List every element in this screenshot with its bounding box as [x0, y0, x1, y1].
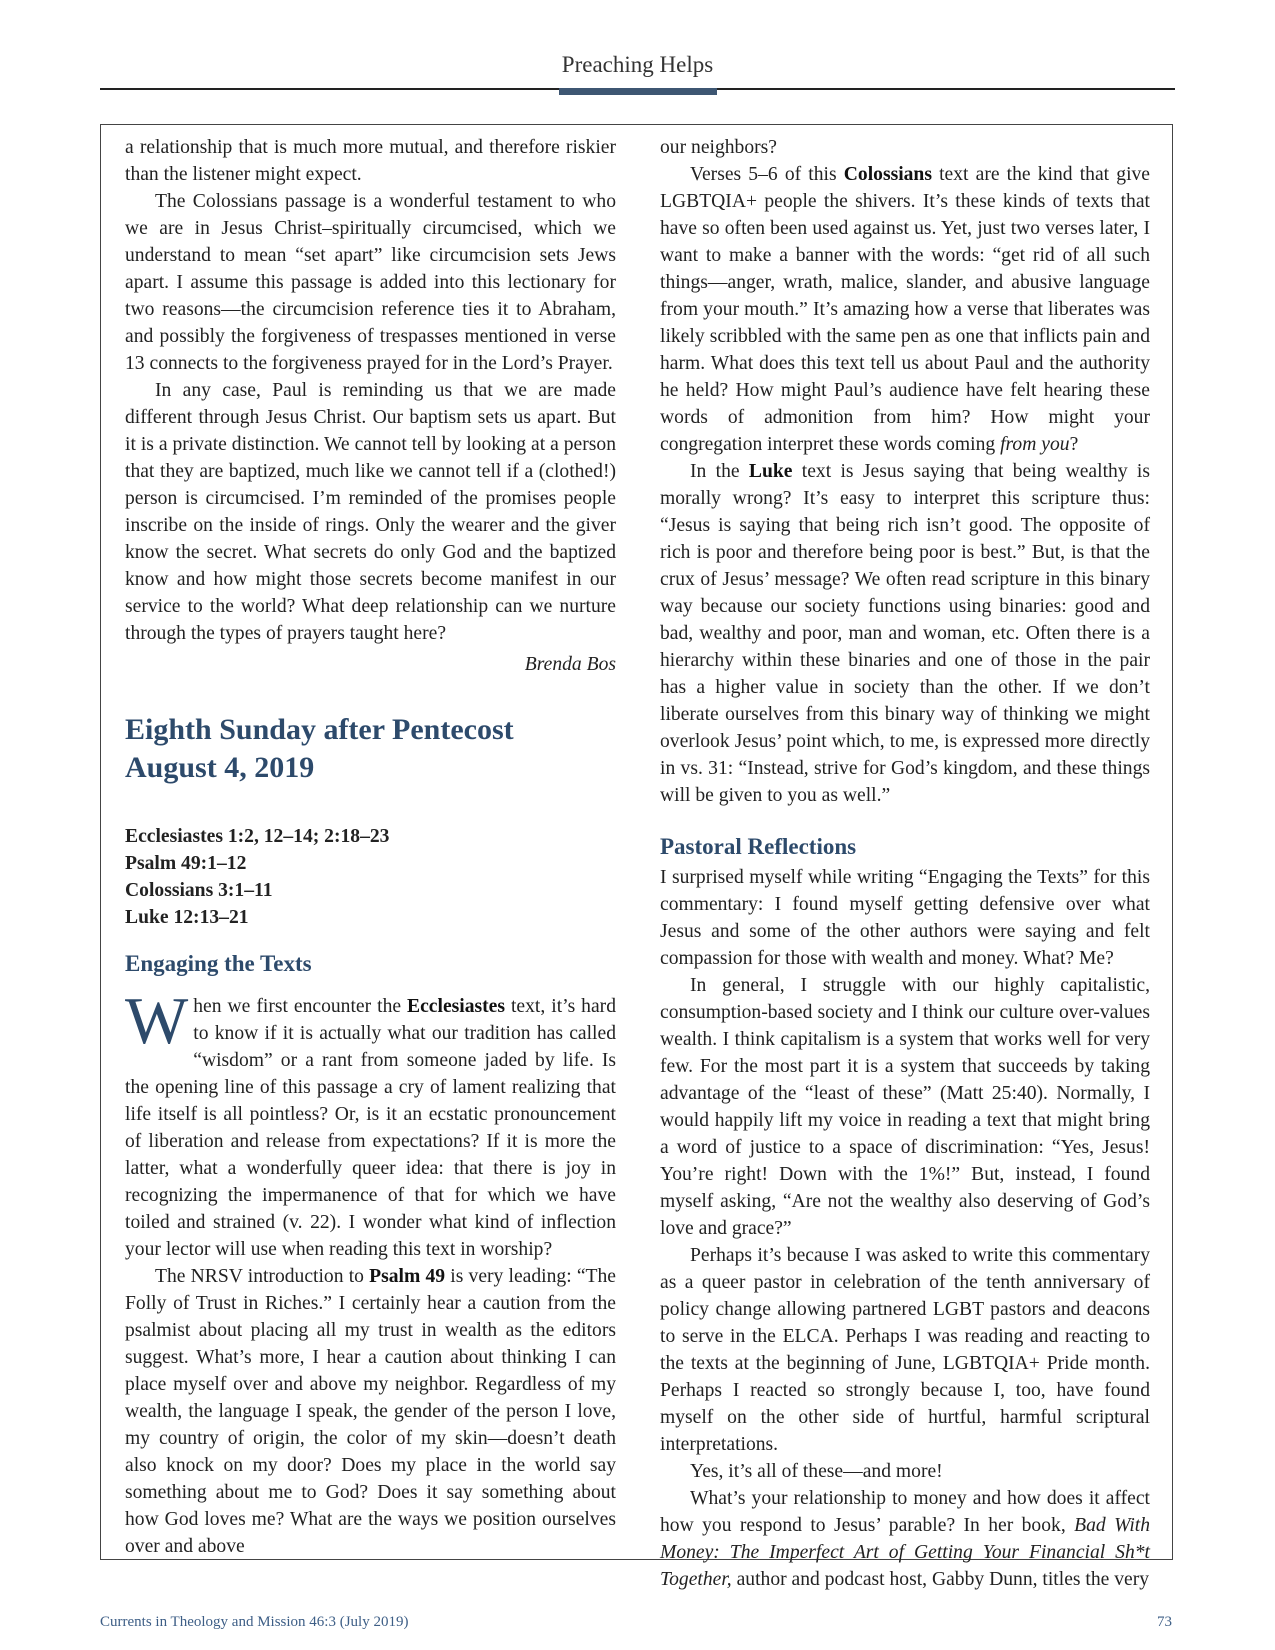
footer-journal-citation: Currents in Theology and Mission 46:3 (July 2019): [100, 1614, 409, 1630]
left-paragraph-4: When we first encounter the Ecclesiastes text, it’s hard to know if it is actually what our tradition has called “wisdom” or a rant from someone jaded by life. Is the opening line of this passage a cry of lament realizing that life itself is all pointless? Or, is it an ecstatic pronouncement of liberation and release from expectations? If it is more the latter, what a wonderfully queer idea: that there is joy in recognizing the impermanence of that for which we have toiled and strained (v. 22). I wonder what kind of inflection your lector will use when reading this text in worship?: [125, 984, 616, 1260]
book-title: Bad With Money: The Imperfect Art of Getting Your Financial Sh*t Together,: [660, 1515, 1150, 1590]
reading-ecclesiastes: Ecclesiastes 1:2, 12–14; 2:18–23: [125, 826, 390, 847]
pastoral-reflections-heading: Pastoral Reflections: [660, 834, 857, 859]
right-paragraph-8: What’s your relationship to money and how does it affect how you respond to Jesus’ parable? In her book, Bad With Money: The Imperfect Art of Getting Your Financial Sh*t Together, author and podcast host, Gabby Dunn, titles the very: [660, 1488, 1150, 1590]
running-head-title: Preaching Helps: [561, 52, 714, 77]
right-paragraph-7: Yes, it’s all of these—and more!: [690, 1461, 943, 1482]
right-paragraph-2: Verses 5–6 of this Colossians text are the kind that give LGBTQIA+ people the shivers. It’s these kinds of texts that have so often been used against us. Yet, just two verses later, I want to make a banner with the words: “get rid of all such things—anger, wrath, malice, slander, and abusive language from your mouth.” It’s amazing how a verse that liberates was likely scribbled with the same pen as one that inflicts pain and harm. What does this text tell us about Paul and the authority he held? How might Paul’s audience have felt hearing these words of admonition from him? How might your congregation interpret these words coming from you?: [660, 164, 1151, 455]
right-paragraph-6: Perhaps it’s because I was asked to write this commentary as a queer pastor in celebration of the tenth anniversary of policy change allowing partnered LGBT pastors and deacons to serve in the ELCA. Perhaps I was reading and reacting to the texts at the beginning of June, LGBTQIA+ Pride month. Perhaps I reacted so strongly because I, too, have found myself on the other side of hurtful, harmful scriptural interpretations.: [660, 1245, 1150, 1455]
right-paragraph-5: In general, I struggle with our highly capitalistic, consumption-based society and I think our culture over-values wealth. I think capitalism is a system that works well for very few. For the most part it is a system that succeeds by taking advantage of the “least of these” (Matt 25:40). Normally, I would happily lift my voice in reading a text that might bring a word of justice to a space of discrimination: “Yes, Jesus! You’re right! Down with the 1%!” But, instead, I found myself asking, “Are not the wealthy also deserving of God’s love and grace?”: [660, 975, 1150, 1239]
left-paragraph-1: a relationship that is much more mutual, and therefore riskier than the listener might expect.: [125, 137, 616, 185]
right-paragraph-3: In the Luke text is Jesus saying that being wealthy is morally wrong? It’s easy to interpret this scripture thus: “Jesus is saying that being rich isn’t good. The opposite of rich is poor and therefore being poor is best.” But, is that the crux of Jesus’ message? We often read scripture in this binary way because our society functions using binaries: good and bad, wealthy and poor, man and woman, etc. Often there is a hierarchy within these binaries and one of those in the pair has a higher value in society than the other. If we don’t liberate ourselves from this binary way of thinking we might overlook Jesus’ point which, to me, is expressed more directly in vs. 31: “Instead, strive for God’s kingdom, and these things will be given to you as well.”: [660, 461, 1150, 806]
drop-cap-letter: W: [125, 984, 189, 1058]
keyword-ecclesiastes: Ecclesiastes: [407, 996, 505, 1017]
keyword-colossians: Colossians: [843, 164, 932, 185]
section-title-line-2: August 4, 2019: [125, 751, 315, 784]
footer-page-number: 73: [1157, 1614, 1172, 1630]
section-title: [125, 711, 616, 787]
reading-luke: Luke 12:13–21: [125, 907, 249, 928]
reading-colossians: Colossians 3:1–11: [125, 880, 273, 901]
right-paragraph-1: our neighbors?: [660, 137, 777, 158]
keyword-luke: Luke: [748, 461, 793, 482]
left-paragraph-5: The NRSV introduction to Psalm 49 is very leading: “The Folly of Trust in Riches.” I certainly hear a caution from the psalmist about placing all my trust in wealth as the editors suggest. What’s more, I hear a caution about thinking I can place myself over and above my neighbor. Regardless of my wealth, the language I speak, the gender of the person I love, my country of origin, the color of my skin—doesn’t death also knock on my door? Does my place in the world say something about me to God? Does it say something about how God loves me? What are the ways we position ourselves over and above: [125, 1266, 616, 1557]
left-paragraph-2: The Colossians passage is a wonderful testament to who we are in Jesus Christ–spiritually circumcised, which we understand to mean “set apart” like circumcision sets Jews apart. I assume this passage is added into this lectionary for two reasons—the circumcision reference ties it to Abraham, and possibly the forgiveness of trespasses mentioned in verse 13 connects to the forgiveness prayed for in the Lord’s Prayer.: [125, 191, 616, 374]
right-column: [660, 134, 1150, 1593]
section-title-line-1: Eighth Sunday after Pentecost: [125, 713, 514, 746]
left-paragraph-3: In any case, Paul is reminding us that we are made different through Jesus Christ. Our baptism sets us apart. But it is a private distinction. We cannot tell by looking at a person that they are baptized, much like we cannot tell if a (clothed!) person is circumcised. I’m reminded of the promises people inscribe on the inside of rings. Only the wearer and the giver know the secret. What secrets do only God and the baptized know and how might those secrets become manifest in our service to the world? What deep relationship can we nurture through the types of prayers taught here?: [125, 380, 616, 644]
author-signature: Brenda Bos: [524, 654, 616, 675]
reading-psalm: Psalm 49:1–12: [125, 853, 247, 874]
readings-list: [125, 823, 616, 931]
keyword-psalm-49: Psalm 49: [369, 1266, 446, 1287]
right-paragraph-4: I surprised myself while writing “Engaging the Texts” for this commentary: I found myself getting defensive over what Jesus and some of the other authors were saying and felt compassion for those with wealth and money. What? Me?: [660, 867, 1150, 969]
header-accent-tab: [559, 88, 717, 95]
emphasis-from-you: from you: [1000, 434, 1070, 455]
engaging-texts-heading: Engaging the Texts: [125, 951, 312, 976]
left-column: [125, 134, 616, 1560]
